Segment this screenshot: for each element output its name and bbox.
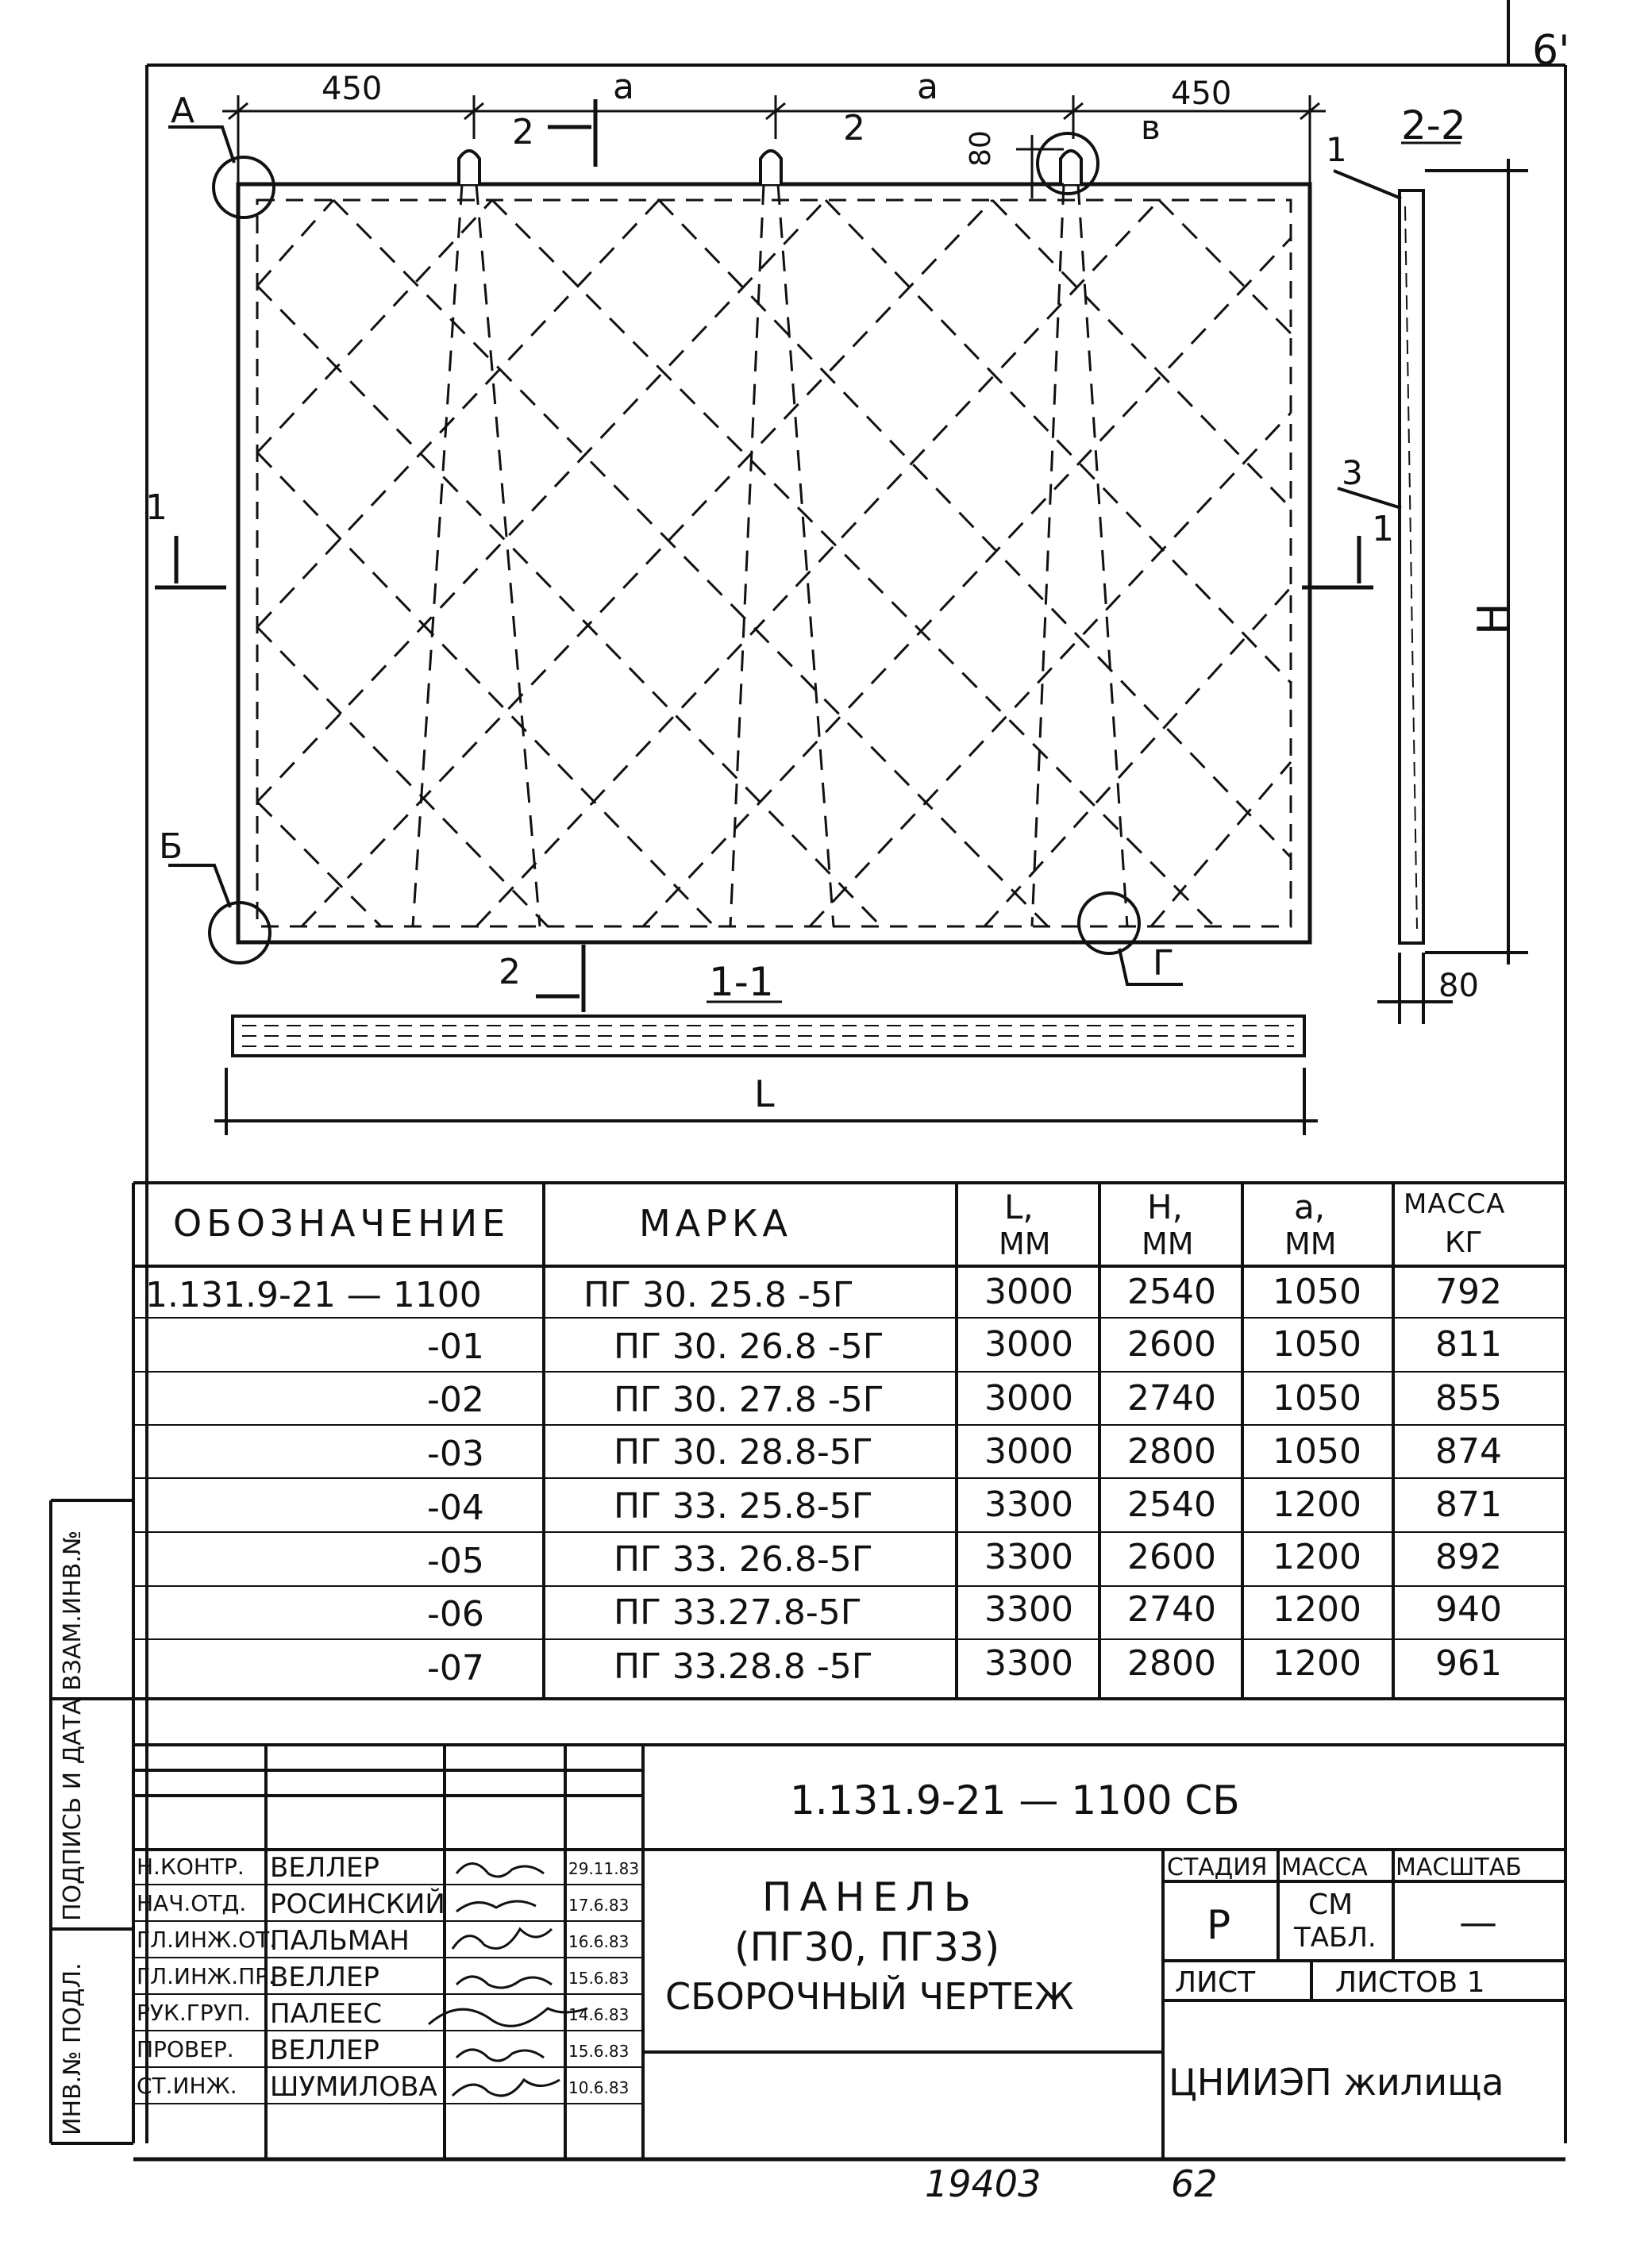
- row-a: 1200: [1273, 1589, 1361, 1630]
- row-L: 3000: [984, 1378, 1073, 1419]
- row-H: 2600: [1127, 1537, 1216, 1577]
- signature-date: 15.6.83: [568, 1969, 630, 1988]
- side-label-podpis-data: ПОДПИСЬ И ДАТА: [59, 1698, 87, 1921]
- signature-role: ГЛ.ИНЖ.ОТ.: [137, 1927, 277, 1953]
- section-2-top-2: 2: [843, 108, 865, 148]
- signature-name: ПАЛЕЕС: [270, 1998, 383, 2030]
- row-L: 3300: [984, 1589, 1073, 1630]
- row-mass: 792: [1435, 1272, 1502, 1312]
- callout-B: Б: [159, 826, 183, 867]
- side-label-vzam-inv: ВЗАМ.ИНВ.№: [59, 1530, 87, 1691]
- signature-role: ГЛ.ИНЖ.ПР.: [137, 1963, 275, 1989]
- signature-role: ПРОВЕР.: [137, 2036, 234, 2062]
- title-line-1: ПАНЕЛЬ: [762, 1874, 979, 1920]
- signature-date: 14.6.83: [568, 2005, 630, 2024]
- row-mass: 961: [1435, 1643, 1502, 1684]
- row-designation: -05: [427, 1541, 484, 1581]
- row-H: 2600: [1127, 1324, 1216, 1365]
- signature-role: СТ.ИНЖ.: [137, 2073, 237, 2099]
- header-H: Н,: [1147, 1188, 1183, 1226]
- row-a: 1050: [1273, 1272, 1361, 1312]
- row-a: 1050: [1273, 1324, 1361, 1365]
- dim-80-bottom: 80: [1438, 968, 1479, 1004]
- row-H: 2740: [1127, 1378, 1216, 1419]
- row-mark: ПГ 30. 28.8-5Г: [614, 1432, 873, 1473]
- reinforcement-lattice: [257, 200, 1291, 926]
- signature-name: ШУМИЛОВА: [270, 2071, 437, 2103]
- header-designation: ОБОЗНАЧЕНИЕ: [173, 1202, 510, 1245]
- row-L: 3000: [984, 1431, 1073, 1472]
- callout-A: А: [171, 90, 195, 131]
- leader-A: [168, 127, 234, 163]
- signature-name: ПАЛЬМАН: [270, 1925, 410, 1957]
- row-mass: 892: [1435, 1537, 1502, 1577]
- section-2-2: [1334, 143, 1528, 1024]
- section-1-1-title: 1-1: [709, 959, 774, 1005]
- callout-circle-G: [1079, 893, 1139, 953]
- row-a: 1200: [1273, 1643, 1361, 1684]
- row-L: 3300: [984, 1484, 1073, 1525]
- row-H: 2740: [1127, 1589, 1216, 1630]
- dim-450-left: 450: [322, 71, 383, 107]
- row-designation: -07: [427, 1648, 484, 1688]
- row-mark: ПГ 33. 25.8-5Г: [614, 1486, 873, 1527]
- row-mass: 855: [1435, 1378, 1502, 1419]
- row-L: 3300: [984, 1537, 1073, 1577]
- signature-date: 15.6.83: [568, 2042, 630, 2061]
- organization: ЦНИИЭП жилища: [1169, 2061, 1504, 2104]
- signature-date: 17.6.83: [568, 1896, 630, 1915]
- section-2-bottom: 2: [499, 952, 521, 992]
- leader-label-1: 1: [1326, 130, 1347, 169]
- row-mark: ПГ 33. 26.8-5Г: [614, 1539, 873, 1580]
- signature-name: ВЕЛЛЕР: [270, 2035, 379, 2066]
- stage-value: Р: [1207, 1902, 1231, 1948]
- leader-B: [168, 865, 230, 907]
- signature-date: 29.11.83: [568, 1859, 640, 1878]
- signature-name: РОСИНСКИЙ: [270, 1889, 445, 1920]
- row-mass: 811: [1435, 1324, 1502, 1365]
- sheet-label: ЛИСТ: [1175, 1966, 1256, 1999]
- row-a: 1050: [1273, 1378, 1361, 1419]
- row-H: 2800: [1127, 1431, 1216, 1472]
- header-a: a,: [1294, 1188, 1326, 1226]
- dim-450-right: 450: [1171, 75, 1232, 112]
- sheets-count-label: ЛИСТОВ 1: [1335, 1966, 1485, 1999]
- title-line-3: СБОРОЧНЫЙ ЧЕРТЕЖ: [665, 1975, 1074, 2018]
- signature-role: Н.КОНТР.: [137, 1854, 245, 1880]
- callout-G: Г: [1153, 943, 1174, 984]
- page-sequence: 62: [1171, 2162, 1218, 2205]
- row-L: 3000: [984, 1272, 1073, 1312]
- section-1-right: 1: [1372, 509, 1394, 549]
- signature-date: 10.6.83: [568, 2078, 630, 2097]
- callout-v: в: [1141, 108, 1161, 147]
- row-a: 1200: [1273, 1537, 1361, 1577]
- row-mass: 940: [1435, 1589, 1502, 1630]
- section-2-top-1: 2: [512, 112, 534, 152]
- row-mass: 871: [1435, 1484, 1502, 1525]
- signature-role: НАЧ.ОТД.: [137, 1890, 247, 1916]
- row-mass: 874: [1435, 1431, 1502, 1472]
- header-mass-unit: КГ: [1445, 1226, 1483, 1259]
- mass-value-1: СМ: [1308, 1889, 1354, 1921]
- row-a: 1050: [1273, 1431, 1361, 1472]
- row-H: 2540: [1127, 1484, 1216, 1525]
- page-number: 6': [1532, 27, 1570, 75]
- leader-label-3: 3: [1342, 453, 1363, 492]
- section-1-left: 1: [145, 487, 168, 528]
- row-a: 1200: [1273, 1484, 1361, 1525]
- header-a-unit: ММ: [1284, 1226, 1337, 1261]
- signature-role: РУК.ГРУП.: [137, 2000, 251, 2026]
- side-label-inv-podl: ИНВ.№ ПОДЛ.: [59, 1962, 87, 2135]
- section-2-2-title: 2-2: [1401, 102, 1466, 148]
- row-L: 3300: [984, 1643, 1073, 1684]
- signature-name: ВЕЛЛЕР: [270, 1962, 379, 1993]
- archive-number: 19403: [925, 2162, 1042, 2205]
- row-designation: -06: [427, 1594, 484, 1634]
- header-L: L,: [1004, 1188, 1034, 1226]
- header-mark: МАРКА: [639, 1202, 793, 1245]
- row-L: 3000: [984, 1324, 1073, 1365]
- row-H: 2800: [1127, 1643, 1216, 1684]
- row-designation: 1.131.9-21 — 1100: [145, 1275, 482, 1315]
- header-H-unit: ММ: [1142, 1226, 1194, 1261]
- dim-H: Н: [1469, 603, 1519, 635]
- document-code: 1.131.9-21 — 1100 СБ: [790, 1777, 1240, 1823]
- row-designation: -03: [427, 1434, 484, 1474]
- row-mark: ПГ 30. 27.8 -5Г: [614, 1380, 884, 1420]
- row-designation: -04: [427, 1488, 484, 1528]
- dim-a-1: a: [613, 67, 634, 107]
- mass-label: МАССА: [1281, 1854, 1368, 1881]
- row-mark: ПГ 30. 25.8 -5Г: [583, 1275, 854, 1315]
- panel-outline: [238, 184, 1310, 942]
- dim-80: 80: [965, 130, 997, 167]
- callout-circle-A: [214, 157, 274, 218]
- title-line-2: (ПГ30, ПГ33): [734, 1924, 1000, 1970]
- header-mass: МАССА: [1404, 1188, 1506, 1220]
- row-designation: -01: [427, 1326, 484, 1367]
- row-mark: ПГ 30. 26.8 -5Г: [614, 1326, 884, 1367]
- section-marks: [155, 99, 1373, 1012]
- row-H: 2540: [1127, 1272, 1216, 1312]
- scale-label: МАСШТАБ: [1396, 1854, 1522, 1881]
- row-mark: ПГ 33.28.8 -5Г: [614, 1646, 873, 1687]
- row-designation: -02: [427, 1380, 484, 1420]
- row-mark: ПГ 33.27.8-5Г: [614, 1592, 862, 1633]
- dim-a-2: a: [917, 67, 938, 107]
- header-L-unit: ММ: [999, 1226, 1051, 1261]
- signature-date: 16.6.83: [568, 1932, 630, 1951]
- stage-label: СТАДИЯ: [1167, 1854, 1268, 1881]
- signature-name: ВЕЛЛЕР: [270, 1852, 379, 1884]
- scale-value: —: [1459, 1900, 1497, 1945]
- mass-value-2: ТАБЛ.: [1294, 1922, 1377, 1954]
- dim-L: L: [754, 1072, 775, 1115]
